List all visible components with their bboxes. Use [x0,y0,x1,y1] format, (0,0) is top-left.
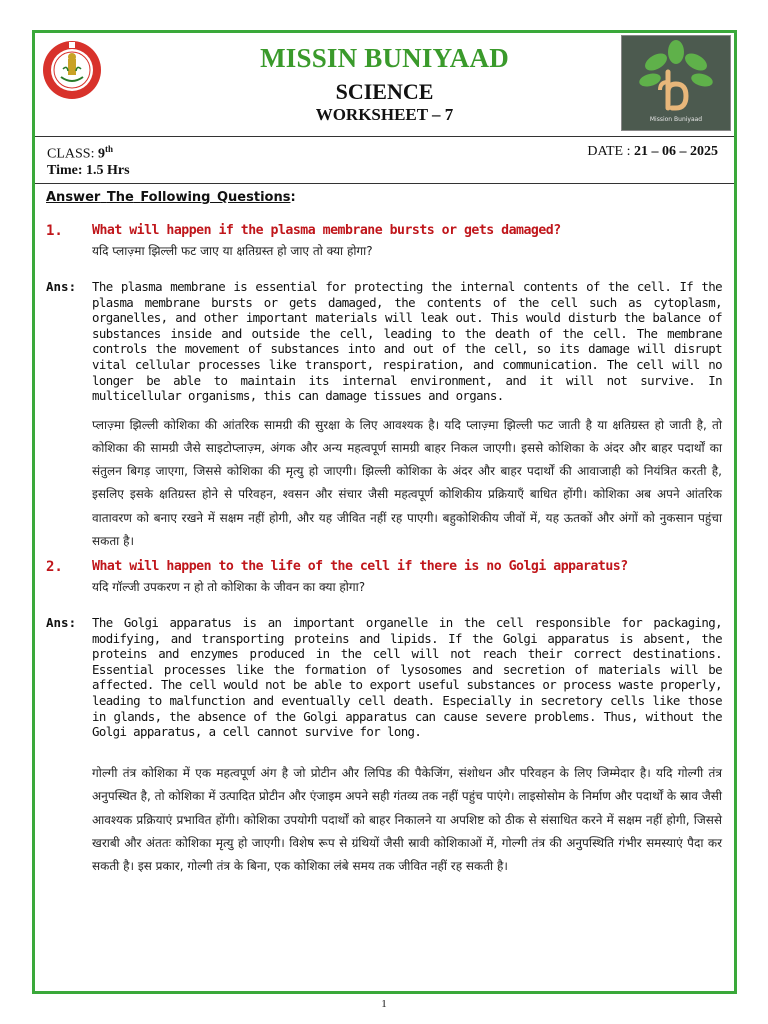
section-heading [46,190,722,205]
worksheet-header [35,33,734,137]
question-number: 1. [46,223,63,239]
class-sup: th [104,144,113,154]
answer-text-hindi: प्लाज़्मा झिल्ली कोशिका की आंतरिक सामग्री की सुरक्षा के लिए आवश्यक है। यदि प्लाज़्मा झिल्ली फट जाती है या क्षतिग्रस्त हो जाती है, तो कोशिका की सामग्री जैसे साइटोप्लाज़्म, अंगक और अन्य महत्वपूर्ण सामग्री बाहर निकल जाएगी। इससे कोशिका के अंदर और बाहर पदार्थों का संतुलन बिगड़ जाएगा, जिससे कोशिका की मृत्यु हो जाएगी। झिल्ली कोशिका के अंदर और बाहर पदार्थों की आवाजाही को नियंत्रित करती है, इसलिए इसके क्षतिग्रस्त होने से परिवहन, श्वसन और संचार जैसी महत्वपूर्ण कोशिकीय प्रक्रियाएँ बाधित होंगी। कोशिका अब अपने आंतरिक वातावरण को बनाए रखने में सक्षम नहीं होगी, और यह जीवित नहीं रह पाएगी। बहुकोशिकीय जीवों में, यह ऊतकों और अंगों को नुकसान पहुंचा सकता है। [92,417,722,548]
program-title: MISSIN BUNIYAAD [260,43,509,73]
heading-colon: : [290,190,296,205]
answer-label: Ans: [46,614,77,630]
date-label: DATE : [587,144,634,159]
heading-word-3: Following [140,190,211,205]
question-block [46,223,722,553]
answer-label: Ans: [46,279,77,294]
question-number: 2. [46,558,63,575]
question-text-hindi: यदि प्लाज़्मा झिल्ली फट जाए या क्षतिग्रस्त हो जाए तो क्या होगा? [92,244,373,258]
subject-title: SCIENCE [335,79,434,104]
heading-word-1: Answer [46,190,101,205]
logo-caption: Mission Buniyaad [649,116,703,123]
time-field: Time: 1.5 Hrs [47,163,130,178]
class-label: CLASS: [47,146,98,162]
date-field [587,144,718,160]
answer-text: The Golgi apparatus is an important organelle in the cell responsible for packaging, modifying, and transporting proteins and lipids. If the Golgi apparatus is absent, the proteins and enzymes produced in the cell will not reach their correct destinations. Essential processes like the formation of lysosomes and secretion of materials will be affected. The cell would not be able to export useful substances or process waste properly, leading to malfunction and eventually cell death. Especially in secretory cells like those in glands, the absence of the Golgi apparatus can cause severe problems. Thus, without the Golgi apparatus, a cell cannot survive for long. [92,614,722,740]
question-block [46,559,722,879]
mission-buniyaad-logo [621,35,731,131]
question-text-hindi: यदि गॉल्जी उपकरण न हो तो कोशिका के जीवन का क्या होगा? [92,579,366,594]
worksheet-info [35,137,734,184]
answer-text: The plasma membrane is essential for protecting the internal contents of the cell. If the plasma membrane bursts or gets damaged, the contents of the cell such as cytoplasm, organelles, and other important materials will leak out. This would disturb the balance of substances inside and outside the cell, leading to the death of the cell. The membrane controls the movement of substances into and out of the cell, so its damage will disrupt vital cellular processes like transport, respiration, and communication. The cell will no longer be able to maintain its internal environment, and it will not survive. In multicellular organisms, this can damage tissues and organs. [92,279,722,404]
worksheet-body [46,190,722,879]
worksheet-number: WORKSHEET – 7 [315,105,454,124]
heading-word-4: Questions [217,190,291,205]
question-text: What will happen if the plasma membrane bursts or gets damaged? [92,223,561,238]
date-value: 21 – 06 – 2025 [634,144,718,159]
question-text: What will happen to the life of the cell if there is no Golgi apparatus? [92,558,628,574]
page-number: 1 [381,998,387,1010]
class-value: 9 [97,146,105,162]
heading-word-2: The [106,190,134,205]
class-field [47,144,113,163]
answer-text-hindi: गोल्गी तंत्र कोशिका में एक महत्वपूर्ण अंग है जो प्रोटीन और लिपिड की पैकेजिंग, संशोधन और परिवहन के लिए जिम्मेदार है। यदि गोल्गी तंत्र अनुपस्थित है, तो कोशिका में उत्पादित प्रोटीन और एंजाइम अपने सही गंतव्य तक नहीं पहुंच पाएंगे। लाइसोसोम के निर्माण और पदार्थों के स्राव जैसी आवश्यक प्रक्रियाएं प्रभावित होंगी। कोशिका उपयोगी पदार्थों को बाहर निकालने या अपशिष्ट को ठीक से संसाधित करने में सक्षम नहीं होगी, जिससे खराबी और अंततः कोशिका मृत्यु हो जाएगी। विशेष रूप से ग्रंथियों जैसी स्रावी कोशिकाओं में, गोल्गी तंत्र की अनुपस्थिति गंभीर समस्याएं पैदा कर सकती है। इस प्रकार, गोल्गी तंत्र के बिना, एक कोशिका लंबे समय तक जीवित नहीं रह सकती है। [92,765,722,874]
